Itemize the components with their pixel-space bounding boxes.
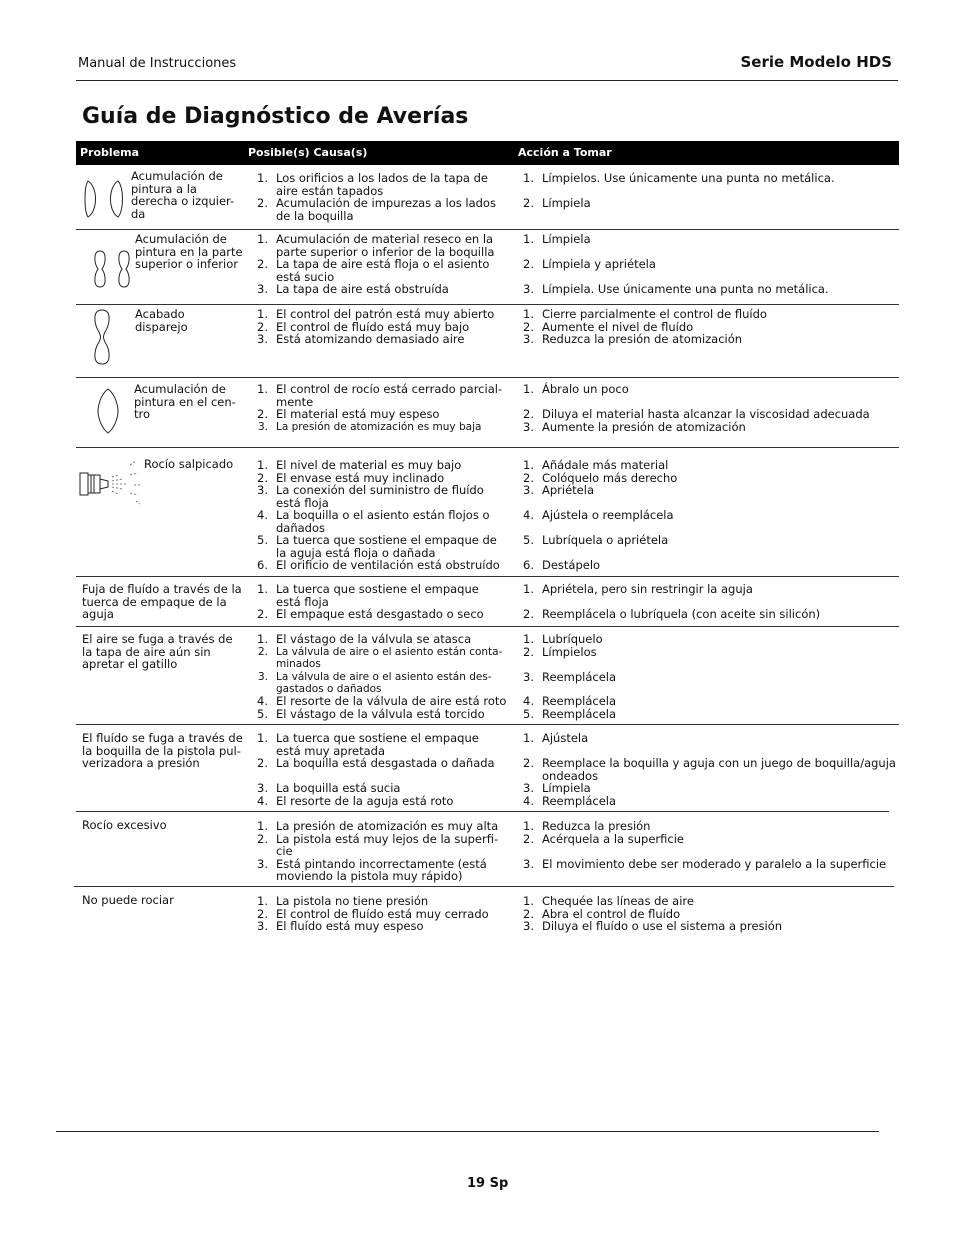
column-header-problem: Problema [80,146,140,159]
item-number: 1. [257,731,268,745]
item-text: El control de rocío está cerrado parcial- mente [276,382,503,409]
item-text: El nivel de material es muy bajo [276,458,462,472]
item-number: 6. [257,558,268,572]
item-number: 2. [257,906,268,921]
item-number: 1. [523,307,534,321]
item-text: El fluído está muy espeso [276,919,424,933]
item-text: Los orificios a los lados de la tapa de aire están tapados [276,171,488,198]
item-text: Ajústela o reemplácela [542,508,674,522]
item-number: 3. [523,919,534,933]
problem-text: Acumulación de pintura en la parte superior o inferior [135,232,243,271]
item-text: Añádale más material [542,458,669,472]
item-text: Apriétela [542,483,594,497]
item-text: La presión de atomización es muy alta [276,819,499,833]
page-number: 19 Sp [467,1176,509,1191]
table-row [76,304,899,378]
item-text: Abra el control de fluído [542,906,681,921]
item-text: Lubríquela o apriétela [542,533,669,547]
item-text: El resorte de la aguja está roto [276,793,454,808]
item-text: Destápelo [542,558,601,572]
problem-text: El fluído se fuga a través de la boquilla de la pistola pul- verizadora a presión [82,731,243,770]
item-number: 5. [257,533,268,547]
table-row [76,165,899,230]
item-text: La tapa de aire está obstruída [276,282,449,296]
item-text: Límpiela. Use únicamente una punta no metálica. [542,282,829,296]
item-text: Límpiela [542,196,591,210]
item-text: Límpiela y apriétela [542,257,656,271]
item-text: El movimiento debe ser moderado y paralelo a la superficie [542,856,887,871]
item-number: 1. [523,382,534,396]
item-text: Apriétela, pero sin restringir la aguja [542,582,753,596]
item-text: Reduzca la presión [542,819,651,833]
item-number: 2. [523,196,534,210]
item-text: Reemplácela o lubríquela (con aceite sin silicón) [542,607,821,621]
item-number: 4. [257,694,268,708]
item-number: 2. [257,645,268,658]
item-text: El control de fluído está muy cerrado [276,906,489,921]
center-heavy-pattern-icon [96,387,120,438]
table-row [76,377,899,448]
problem-text: Fuja de fluído a través de la tuerca de empaque de la aguja [82,582,242,621]
item-text: Aumente la presión de atomización [542,419,746,434]
item-number: 4. [257,508,268,522]
split-pattern-icon [90,308,114,369]
item-number: 2. [523,831,534,846]
item-text: Reemplace la boquilla y aguja con un juego de boquilla/aguja ondeados [542,756,896,783]
item-text: El envase está muy inclinado [276,470,445,485]
item-text: Lubríquelo [542,632,603,646]
item-text: La boquilla o el asiento están flojos o dañados [276,508,490,535]
item-number: 2. [257,470,268,485]
item-text: La válvula de aire o el asiento están des- gastados o dañados [276,670,492,695]
item-number: 2. [523,470,534,485]
item-text: Cierre parcialmente el control de fluído [542,307,767,321]
item-number: 1. [523,731,534,745]
item-text: Reemplácela [542,694,617,708]
item-number: 5. [257,706,268,721]
item-number: 1. [257,171,268,185]
footer-rule [56,1131,879,1132]
item-number: 3. [523,781,534,795]
item-text: La válvula de aire o el asiento están conta- minados [276,645,503,670]
item-text: La tuerca que sostiene el empaque está floja [276,582,479,609]
item-number: 1. [523,458,534,472]
problem-text: No puede rociar [82,893,174,907]
page-title: Guía de Diagnóstico de Averías [82,104,469,129]
problem-text: Rocío excesivo [82,818,167,832]
item-text: El empaque está desgastado o seco [276,607,484,621]
item-number: 2. [257,319,268,334]
item-number: 3. [523,419,534,434]
item-number: 1. [523,819,534,833]
item-number: 3. [523,483,534,497]
item-text: Acumulación de impurezas a los lados de la boquilla [276,196,496,223]
item-text: Límpiela [542,781,591,795]
item-number: 2. [523,407,534,421]
item-text: Diluya el material hasta alcanzar la viscosidad adecuada [542,407,870,421]
side-heavy-pattern-icon [82,179,126,222]
item-text: Ajústela [542,731,589,745]
problem-text: Acumulación de pintura en el cen- tro [134,382,236,421]
item-text: El control de fluído está muy bajo [276,319,470,334]
item-text: Límpiela [542,232,591,246]
item-number: 2. [257,257,268,271]
item-text: Chequée las líneas de aire [542,894,694,908]
table-row [76,447,899,577]
item-text: Está pintando incorrectamente (está moviendo la pistola muy rápido) [276,856,487,883]
item-text: El control del patrón está muy abierto [276,307,495,321]
item-text: La boquilla está desgastada o dañada [276,756,495,770]
item-number: 2. [523,644,534,659]
item-text: El material está muy espeso [276,407,440,421]
item-number: 3. [257,670,268,683]
spray-gun-spatter-icon [78,461,144,508]
item-text: Acumulación de material reseco en la parte superior o inferior de la boquilla [276,232,495,259]
item-number: 6. [523,558,534,572]
item-text: Aumente el nivel de fluído [542,319,694,334]
item-text: Ábralo un poco [542,382,629,396]
item-number: 2. [523,319,534,334]
item-text: La tapa de aire está floja o el asiento está sucio [276,257,490,284]
item-text: El vástago de la válvula está torcido [276,706,485,721]
item-number: 1. [523,632,534,646]
item-number: 1. [523,894,534,908]
table-row [76,626,899,725]
item-text: Límpielos. Use únicamente una punta no metálica. [542,171,835,185]
item-number: 1. [523,582,534,596]
item-number: 4. [523,694,534,708]
item-number: 3. [523,282,534,296]
item-number: 3. [257,856,268,871]
header-left: Manual de Instrucciones [78,56,237,71]
item-number: 1. [257,382,268,396]
item-number: 2. [257,196,268,210]
item-text: La boquilla está sucia [276,781,401,795]
item-text: Reemplácela [542,793,617,808]
item-text: La presión de atomización es muy baja [276,420,482,433]
item-number: 3. [523,669,534,684]
table-row [76,576,899,627]
item-number: 1. [523,232,534,246]
item-text: Diluya el fluído o use el sistema a presión [542,919,783,933]
column-header-cause: Posible(s) Causa(s) [248,146,368,159]
item-number: 2. [523,756,534,770]
item-number: 4. [523,508,534,522]
item-number: 2. [523,906,534,921]
problem-text: Acabado disparejo [135,307,188,334]
item-text: La conexión del suministro de fluído está floja [276,483,484,510]
header-rule [76,80,898,81]
item-text: Reemplácela [542,706,617,721]
item-number: 1. [257,894,268,908]
item-number: 4. [523,793,534,808]
item-number: 1. [257,819,268,833]
item-text: El resorte de la válvula de aire está roto [276,694,507,708]
item-text: La tuerca que sostiene el empaque está muy apretada [276,731,479,758]
item-number: 2. [523,257,534,271]
item-number: 2. [523,607,534,621]
item-text: Reduzca la presión de atomización [542,332,743,346]
item-number: 4. [257,793,268,808]
item-number: 3. [257,282,268,296]
item-text: Acérquela a la superficie [542,831,684,846]
item-text: El vástago de la válvula se atasca [276,632,472,646]
item-number: 2. [257,756,268,770]
problem-text: Rocío salpicado [144,457,234,471]
item-number: 1. [257,582,268,596]
top-bottom-heavy-pattern-icon [82,247,132,294]
item-number: 3. [257,420,268,433]
item-number: 3. [257,781,268,795]
item-text: El orificio de ventilación está obstruído [276,558,500,572]
problem-text: Acumulación de pintura a la derecha o izquier- da [131,169,235,221]
item-text: Colóquelo más derecho [542,470,678,485]
item-text: La pistola no tiene presión [276,894,429,908]
item-text: Reemplácela [542,669,617,684]
item-number: 1. [523,171,534,185]
header-right: Serie Modelo HDS [740,53,892,71]
item-number: 2. [257,831,268,846]
problem-text: El aire se fuga a través de la tapa de aire aún sin apretar el gatillo [82,632,233,671]
item-number: 2. [257,607,268,621]
item-number: 1. [257,307,268,321]
table-header [76,141,899,165]
item-number: 3. [523,856,534,871]
table-row [76,886,899,946]
item-text: Está atomizando demasiado aire [276,332,465,346]
item-number: 5. [523,533,534,547]
item-text: Límpielos [542,644,597,659]
item-text: La tuerca que sostiene el empaque de la aguja está floja o dañada [276,533,497,560]
table-row [76,229,899,305]
table-row [74,811,894,887]
item-number: 3. [257,919,268,933]
item-number: 1. [257,632,268,646]
column-header-action: Acción a Tomar [518,146,612,159]
item-number: 3. [257,332,268,346]
item-number: 3. [257,483,268,497]
item-number: 1. [257,232,268,246]
item-number: 1. [257,458,268,472]
table-row [76,724,896,812]
item-text: La pistola está muy lejos de la superfi- cie [276,831,499,858]
item-number: 5. [523,706,534,721]
item-number: 3. [523,332,534,346]
item-number: 2. [257,407,268,421]
